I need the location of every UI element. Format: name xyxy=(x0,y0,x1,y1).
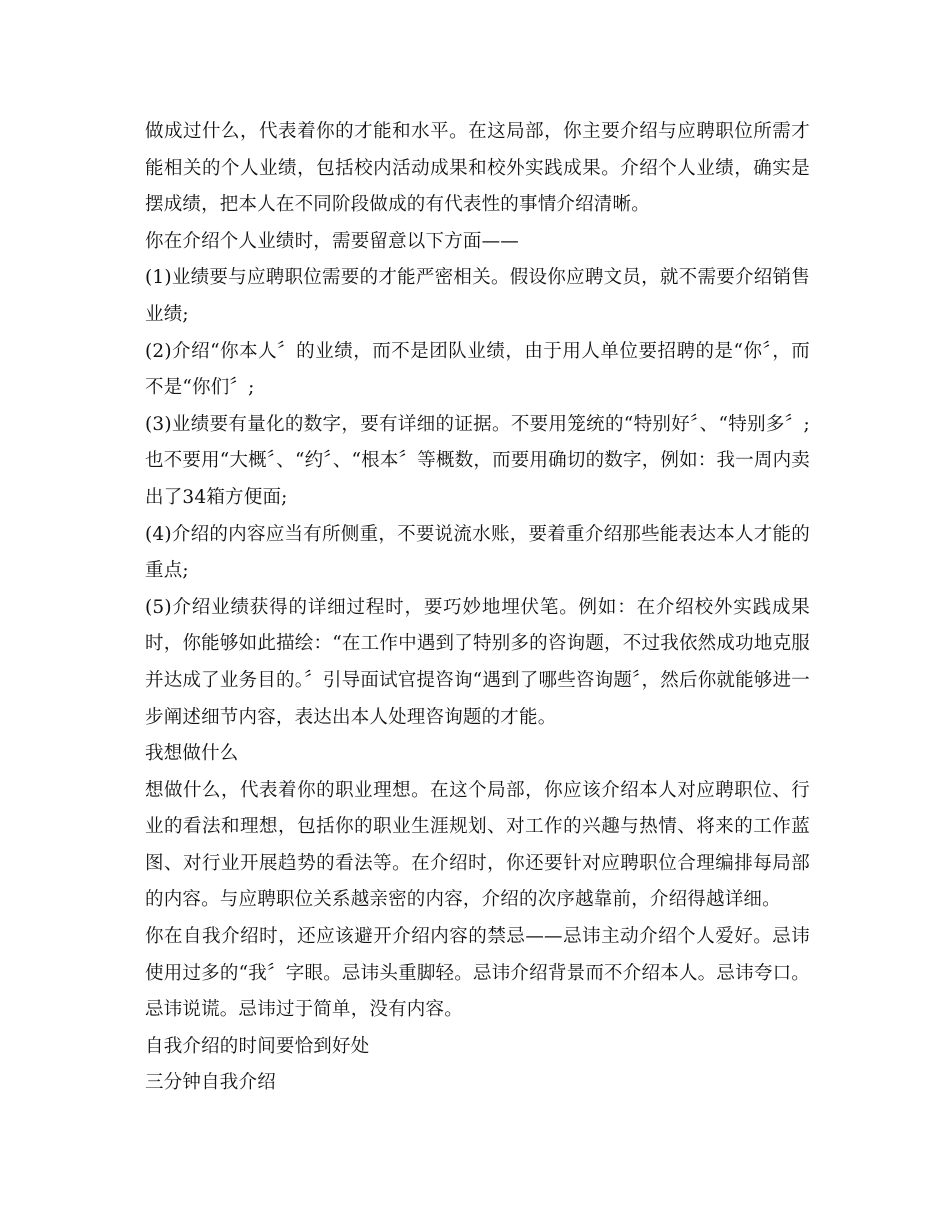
paragraph-taboos: 你在自我介绍时，还应该避开介绍内容的禁忌——忌讳主动介绍个人爱好。忌讳使用过多的“我〞字眼。忌讳头重脚轻。忌讳介绍背景而不介绍本人。忌讳夸口。忌讳说谎。忌讳过于简单，没有内容。 xyxy=(145,926,810,1021)
list-item-3: (3)业绩要有量化的数字，要有详细的证据。不要用笼统的“特别好〞、“特别多〞;也不要用“大概〞、“约〞、“根本〞等概数，而要用确切的数字，例如：我一周内卖出了34箱方便面; xyxy=(145,413,810,508)
paragraph-career-ideal: 想做什么，代表着你的职业理想。在这个局部，你应该介绍本人对应聘职位、行业的看法和理想，包括你的职业生涯规划、对工作的兴趣与热情、将来的工作蓝图、对行业开展趋势的看法等。在介绍时，你还要针对应聘职位合理编排每局部的内容。与应聘职位关系越亲密的内容，介绍的次序越靠前，介绍得越详细。 xyxy=(145,779,810,911)
list-item-4: (4)介绍的内容应当有所侧重，不要说流水账，要着重介绍那些能表达本人才能的重点; xyxy=(145,523,810,582)
section-heading-timing: 自我介绍的时间要恰到好处 xyxy=(145,1035,370,1057)
list-item-1: (1)业绩要与应聘职位需要的才能严密相关。假设你应聘文员，就不需要介绍销售业绩; xyxy=(145,267,810,325)
paragraph-achievements-intro: 做成过什么，代表着你的才能和水平。在这局部，你主要介绍与应聘职位所需才能相关的个人业绩，包括校内活动成果和校外实践成果。介绍个人业绩，确实是摆成绩，把本人在不同阶段做成的有代表性的事情介绍清晰。 xyxy=(145,121,810,216)
list-item-2: (2)介绍“你本人〞的业绩，而不是团队业绩，由于用人单位要招聘的是“你〞，而不是“你们〞; xyxy=(145,340,810,399)
paragraph-achievements-lead: 你在介绍个人业绩时，需要留意以下方面—— xyxy=(145,230,520,252)
section-heading-what-i-want: 我想做什么 xyxy=(145,743,239,765)
list-item-5: (5)介绍业绩获得的详细过程时，要巧妙地埋伏笔。例如：在介绍校外实践成果时，你能够如此描绘：“在工作中遇到了特别多的咨询题，不过我依然成功地克服并达成了业务目的。〞引导面试官提咨询“遇到了哪些咨询题〞，然后你就能够进一步阐述细节内容，表达出本人处理咨询题的才能。 xyxy=(145,596,810,728)
section-heading-three-minute: 三分钟自我介绍 xyxy=(145,1072,276,1094)
document-body xyxy=(145,114,810,1102)
